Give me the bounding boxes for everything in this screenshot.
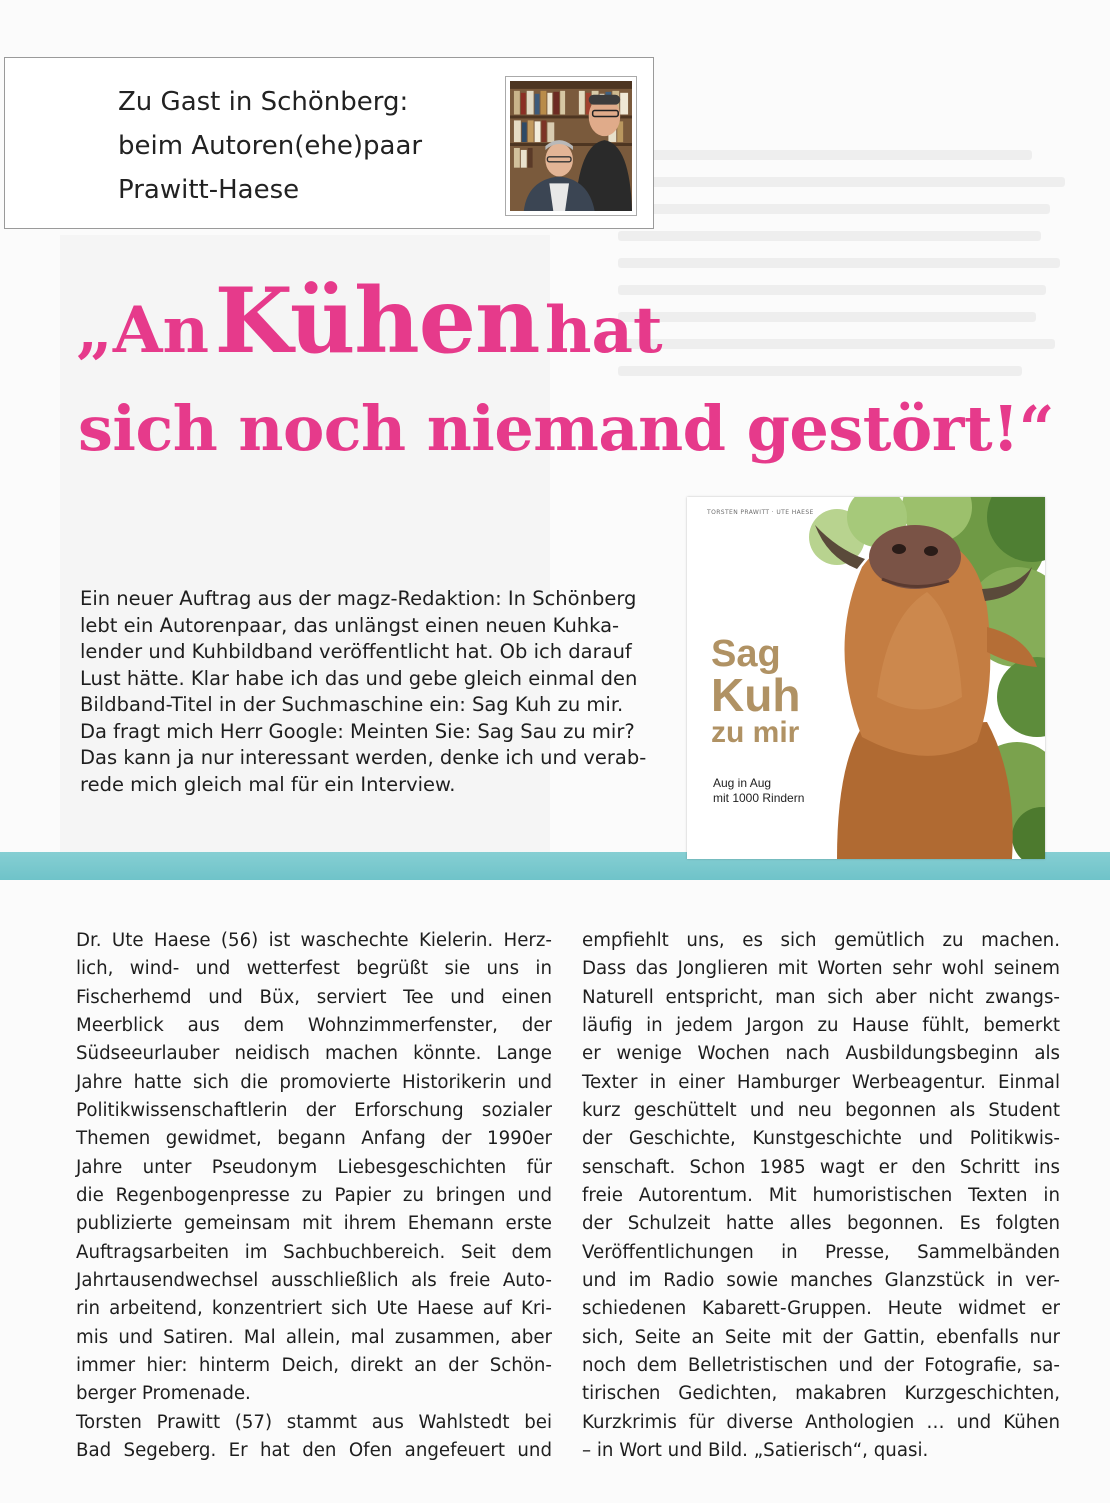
body-line: Kurzkrimis für diverse Anthologien … und Kühen [582,1411,1060,1433]
body-line: Jahre unter Pseudonym Liebesgeschichten für [76,1156,552,1178]
body-line: Jahre hatte sich die promovierte Historikerin und [76,1071,552,1093]
body-line: Bad Segeberg. Er hat den Ofen angefeuert und [76,1439,552,1461]
intro-line: lender und Kuhbildband veröffentlicht hat. Ob ich darauf [80,640,632,663]
body-line: der Geschichte, Kunstgeschichte und Politikwis- [582,1128,1060,1150]
headline-open-quote: „ [76,293,113,368]
body-line: und im Radio sowie manches Glanzstück in ver- [582,1269,1060,1291]
body-line: lich, wind- und wetterfest begrüßt sie uns in [76,958,552,980]
body-column-left [76,927,552,1465]
body-line: Themen gewidmet, begann Anfang der 1990er [76,1128,552,1150]
intro-line: Bildband-Titel in der Suchmaschine ein: Sag Kuh zu mir. [80,693,624,716]
body-line: noch dem Belletristischen und der Fotografie, sa- [582,1354,1060,1376]
book-subtitle-line: Aug in Aug [713,776,772,790]
guest-header-line: Prawitt-Haese [118,175,300,205]
intro-line: rede mich gleich mal für ein Interview. [80,772,456,796]
body-line: schiedenen Kabarett-Gruppen. Heute widmet er [582,1298,1060,1320]
body-line: Torsten Prawitt (57) stammt aus Wahlstedt bei [76,1411,552,1433]
body-line: immer hier: hinterm Deich, direkt an der Schön- [76,1354,552,1376]
intro-line: lebt ein Autorenpaar, das unlängst einen neuen Kuhka- [80,613,620,637]
body-line: Politikwissenschaftlerin der Erforschung sozialer [76,1099,552,1121]
body-line: kurz geschüttelt und neu begonnen als Student [582,1099,1060,1121]
guest-header-line: Zu Gast in Schönberg: [118,87,409,117]
guest-header-box [4,57,654,229]
body-line: empfiehlt uns, es sich gemütlich zu machen. [582,930,1060,951]
book-subtitle [713,776,804,806]
book-authors: TORSTEN PRAWITT · UTE HAESE [707,509,814,516]
book-title-line: Sag [711,633,781,675]
headline-line-2: sich noch niemand gestört!“ [78,392,1054,465]
body-line: sich, Seite an Seite mit der Gattin, ebenfalls nur [582,1326,1060,1348]
body-line: Texter in einer Hamburger Werbeagentur. Einmal [582,1071,1060,1093]
book-title [711,635,800,749]
body-line: Veröffentlichungen in Presse, Sammelbänden [582,1241,1060,1263]
intro-paragraph [80,586,680,798]
body-line: Jahrtausendwechsel ausschließlich als freie Auto- [76,1269,552,1291]
body-line: Auftragsarbeiten im Sachbuchbereich. Seit dem [76,1241,552,1263]
intro-line: Das kann ja nur interessant werden, denke ich und verab- [80,746,647,769]
body-line: läufig in jedem Jargon zu Hause fühlt, bemerkt [582,1014,1060,1036]
book-title-line: Kuh [711,669,801,721]
body-line: rin arbeitend, konzentriert sich Ute Haese auf Kri- [76,1298,552,1320]
body-line: mis und Satiren. Mal allein, mal zusammen, aber [76,1326,552,1348]
guest-header-line: beim Autoren(ehe)paar [118,131,423,161]
body-line: die Regenbogenpresse zu Papier zu bringen und [76,1184,552,1206]
headline-word-kuhen: Kühen [214,268,540,374]
intro-line: Da fragt mich Herr Google: Meinten Sie: Sag Sau zu mir? [80,719,635,743]
body-line: der Schulzeit hatte alles begonnen. Es folgten [582,1213,1060,1235]
intro-line: Ein neuer Auftrag aus der magz-Redaktion: In Schönberg [80,587,637,610]
guest-header-text [118,80,498,212]
body-line: Dass das Jonglieren mit Worten sehr wohl seinem [582,958,1060,980]
body-line: freie Autorentum. Mit humoristischen Texten in [582,1184,1060,1206]
author-photo [505,76,637,216]
bleed-through-text [618,150,1088,393]
body-line: senschaft. Schon 1985 wagt er den Schritt ins [582,1156,1060,1178]
body-line: er wenige Wochen nach Ausbildungsbeginn als [582,1043,1060,1065]
book-cover [687,497,1045,859]
body-line: publizierte gemeinsam mit ihrem Ehemann erste [76,1213,552,1235]
body-line: – in Wort und Bild. „Satierisch“, quasi. [582,1439,929,1461]
book-subtitle-line: mit 1000 Rindern [713,791,805,805]
body-line: berger Promenade. [76,1383,251,1405]
body-line: Meerblick aus dem Wohnzimmerfenster, der [76,1014,552,1036]
body-line: Fischerhemd und Büx, serviert Tee und einen [76,986,552,1008]
body-line: tirischen Gedichten, makabren Kurzgeschichten, [582,1383,1060,1405]
body-line: Dr. Ute Haese (56) ist waschechte Kielerin. Herz- [76,930,552,951]
body-line: Südseeurlauber neidisch machen könnte. Lange [76,1043,552,1065]
headline-line-1 [76,268,663,374]
headline-word-hat: hat [544,293,663,368]
intro-line: Lust hätte. Klar habe ich das und gebe gleich einmal den [80,666,638,690]
body-column-right [582,927,1060,1465]
body-line: Naturell entspricht, man sich aber nicht zwangs- [582,986,1060,1008]
author-photo-image [510,81,632,211]
book-title-line: zu mir [711,716,800,749]
headline-word-an: An [112,293,209,368]
